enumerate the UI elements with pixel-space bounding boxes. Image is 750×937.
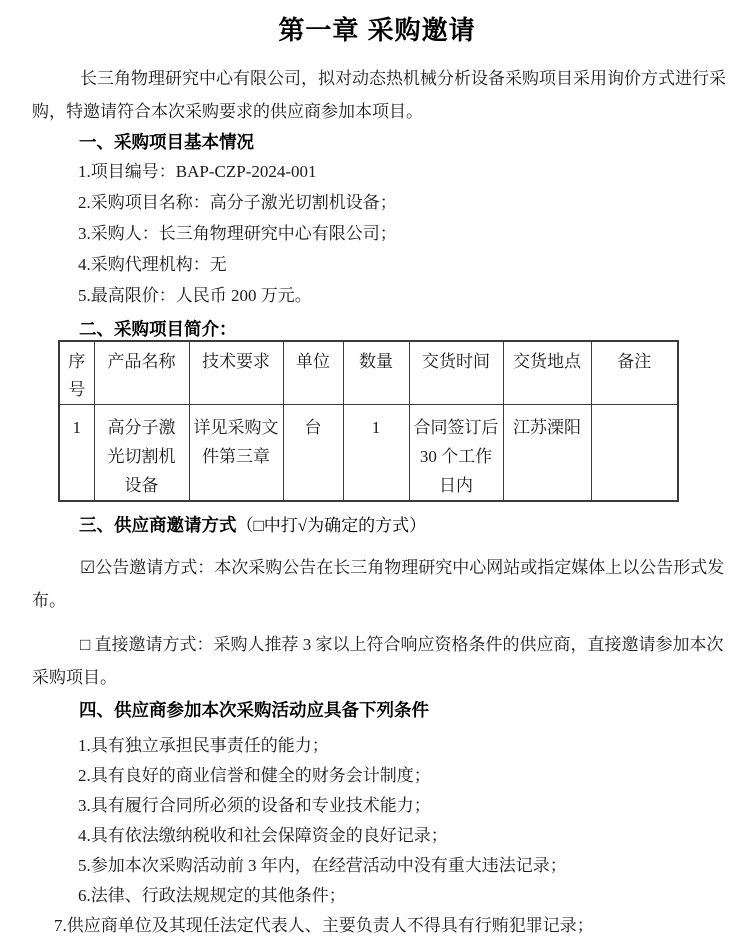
section-1-heading: 一、采购项目基本情况 [79,132,254,152]
section-basic-info [32,128,722,311]
option-line: ☑公告邀请方式：本次采购公告在长三角物理研究中心网站或指定媒体上以公告形式发 [80,558,725,577]
table-data-row [59,405,678,502]
cell-delivery-time: 合同签订后 30 个工作 日内 [409,405,503,502]
header-cell-unit: 单位 [283,341,343,405]
header-cell-tech: 技术要求 [189,341,283,405]
header-cell-delivery-time: 交货时间 [409,341,503,405]
cell-product: 高分子激 光切割机 设备 [94,405,189,502]
purchaser-item: 3.采购人：长三角物理研究中心有限公司； [78,224,397,243]
agency-item: 4.采购代理机构：无 [78,255,227,274]
table-header-row [59,341,678,405]
header-cell-seq: 序号 [59,341,94,405]
section-3-heading-note: （□中打√为确定的方式） [236,516,427,535]
condition-item: 3.具有履行合同所必须的设备和专业技术能力； [78,796,431,815]
project-name-item: 2.采购项目名称：高分子激光切割机设备； [78,193,397,212]
condition-item: 4.具有依法缴纳税收和社会保障资金的良好记录； [78,826,448,845]
option-line: 采购项目。 [32,668,117,687]
project-number-item: 1.项目编号：BAP-CZP-2024-001 [78,162,317,181]
condition-item: 7.供应商单位及其现任法定代表人、主要负责人不得具有行贿犯罪记录； [54,916,594,935]
section-invitation-method [32,512,725,694]
section-3-heading-bold: 三、供应商邀请方式 [79,515,237,535]
condition-item: 1.具有独立承担民事责任的能力； [78,736,329,755]
header-cell-delivery-place: 交货地点 [503,341,591,405]
cell-delivery-place: 江苏溧阳 [503,405,591,502]
section-4-heading: 四、供应商参加本次采购活动应具备下列条件 [79,700,429,720]
section-3-heading [32,512,722,539]
cell-tech: 详见采购文 件第三章 [189,405,283,502]
page-title: 第一章 采购邀请 [278,15,476,45]
condition-item: 6.法律、行政法规规定的其他条件； [78,886,346,905]
header-cell-qty: 数量 [343,341,409,405]
option-announcement-invitation [32,551,725,617]
cell-remark [591,405,678,502]
header-cell-product: 产品名称 [94,341,189,405]
products-table [58,340,679,502]
option-line: □ 直接邀请方式：采购人推荐 3 家以上符合响应资格条件的供应商，直接邀请参加本次 [80,635,724,654]
intro-line: 购，特邀请符合本次采购要求的供应商参加本项目。 [32,102,423,121]
section-2-heading: 二、采购项目简介： [79,319,237,339]
section-project-brief [32,318,722,502]
intro-paragraph [32,62,726,128]
price-limit-item: 5.最高限价：人民币 200 万元。 [78,286,312,305]
header-cell-remark: 备注 [591,341,678,405]
condition-item: 5.参加本次采购活动前 3 年内，在经营活动中没有重大违法记录； [78,856,567,875]
cell-qty: 1 [343,405,409,502]
conditions-list [32,731,722,937]
cell-unit: 台 [283,405,343,502]
option-direct-invitation [32,628,722,694]
section-supplier-conditions [32,696,722,937]
cell-seq: 1 [59,405,94,502]
condition-item: 2.具有良好的商业信誉和健全的财务会计制度； [78,766,431,785]
option-line: 布。 [32,591,66,610]
intro-line: 长三角物理研究中心有限公司，拟对动态热机械分析设备采购项目采用询价方式进行采 [80,69,726,88]
